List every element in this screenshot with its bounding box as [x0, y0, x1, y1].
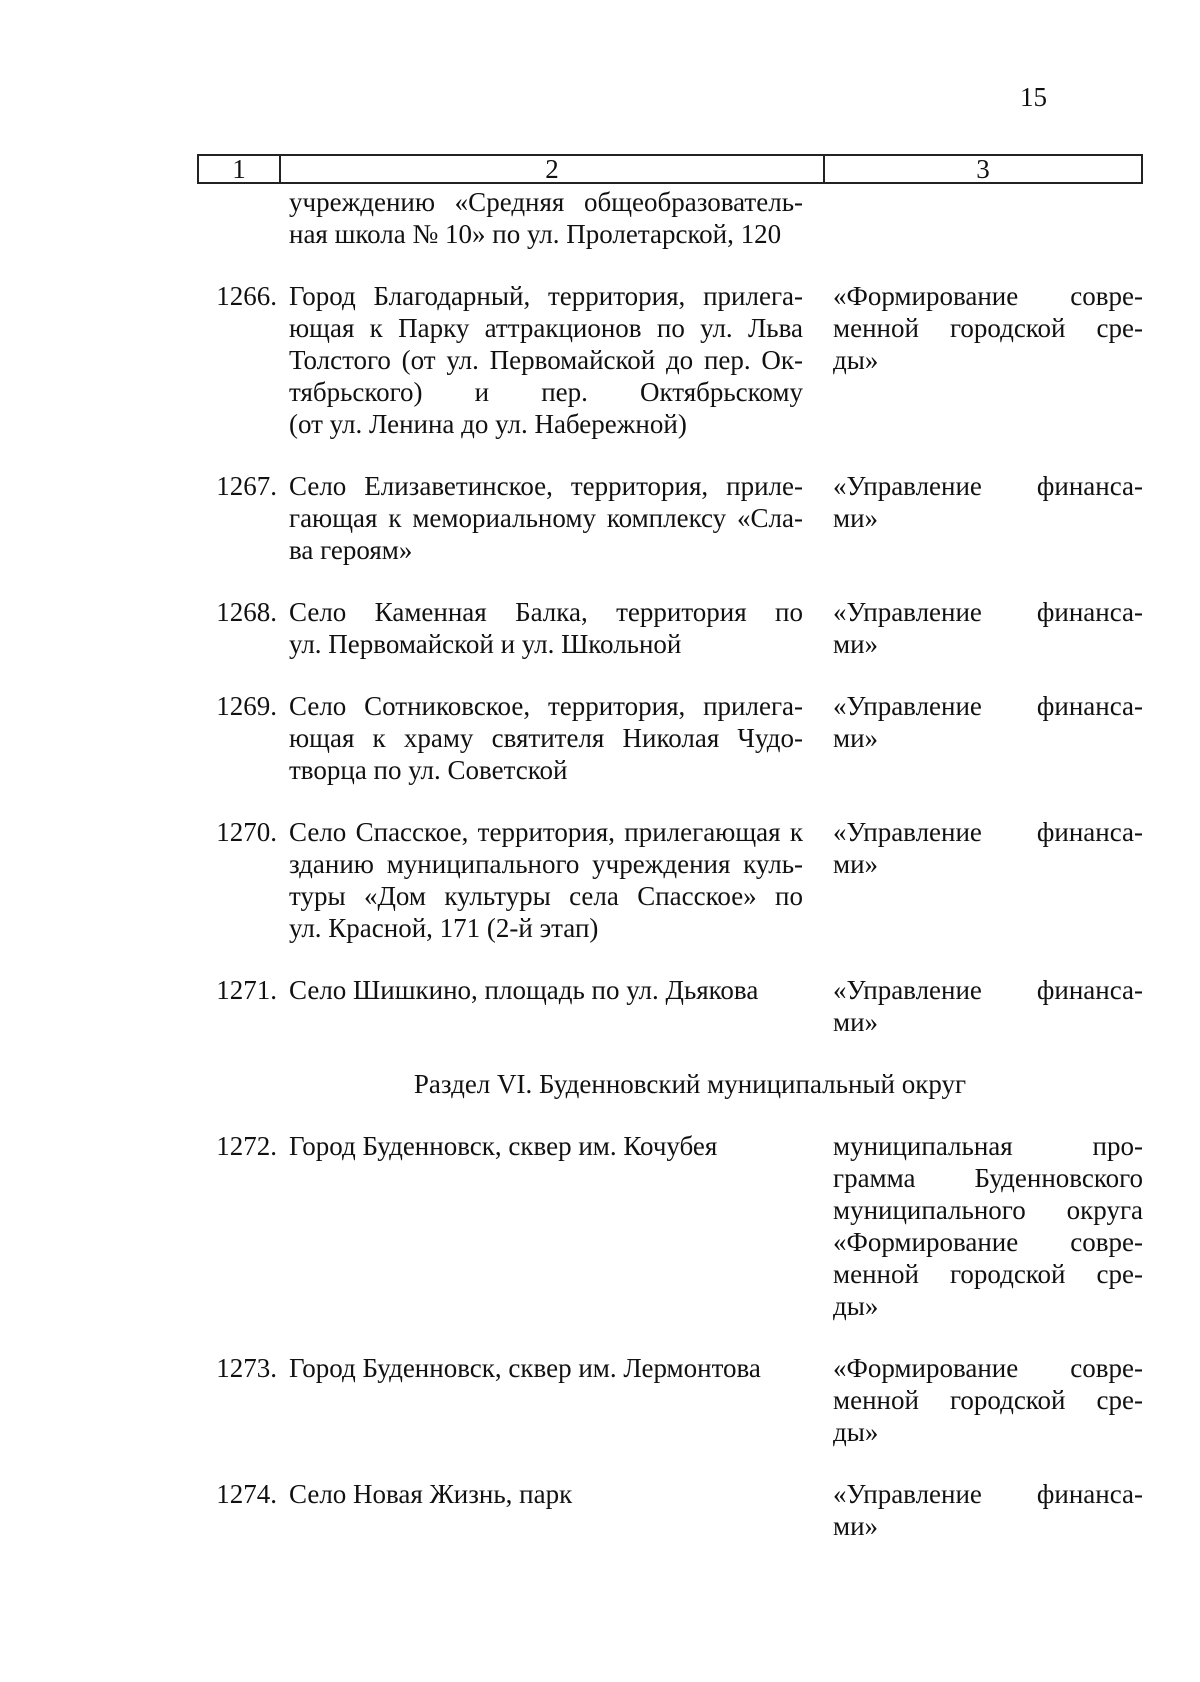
continuation-row — [197, 186, 1143, 250]
row-program: «Управление финанса- ми» — [833, 691, 1143, 753]
column-header-2: 2 — [281, 156, 825, 182]
row-number: 1270. — [216, 817, 277, 847]
row-number: 1268. — [216, 597, 277, 627]
table-row — [197, 690, 1143, 786]
section-title: Раздел VI. Буденновский муниципальный округ — [413, 1069, 967, 1099]
row-program: «Управление финанса- ми» — [833, 975, 1143, 1037]
row-program: «Управление финанса- ми» — [833, 1479, 1143, 1541]
row-program: «Формирование совре- менной городской сре- ды» — [833, 1353, 1143, 1447]
row-location: Село Сотниковское, территория, прилега- ющая к храму святителя Николая Чудо- творца по ул. Советской — [289, 691, 803, 785]
continuation-text: учреждению «Средняя общеобразователь- ная школа № 10» по ул. Пролетарской, 120 — [289, 187, 803, 249]
row-number: 1267. — [216, 471, 277, 501]
row-location: Город Буденновск, сквер им. Кочубея — [289, 1131, 718, 1161]
row-location: Село Спасское, территория, прилегающая к зданию муниципального учреждения куль- туры «Дом культуры села Спасское» по ул. Красной, 171 (2-й этап) — [289, 817, 803, 943]
row-location: Село Новая Жизнь, парк — [289, 1479, 573, 1509]
table-header — [197, 154, 1143, 184]
table-row — [197, 974, 1143, 1038]
document-body — [197, 186, 1143, 1542]
row-program: «Управление финанса- ми» — [833, 817, 1143, 879]
row-location: Село Каменная Балка, территория по ул. Первомайской и ул. Школьной — [289, 597, 803, 659]
row-location: Село Шишкино, площадь по ул. Дьякова — [289, 975, 759, 1005]
page-number: 15 — [1020, 82, 1047, 112]
column-header-3: 3 — [976, 154, 990, 184]
row-location: Село Елизаветинское, территория, приле- гающая к мемориальному комплексу «Сла- ва героям» — [289, 471, 803, 565]
row-number: 1274. — [216, 1479, 277, 1509]
row-program: «Управление финанса- ми» — [833, 597, 1143, 659]
column-header-1: 1 — [199, 156, 281, 182]
row-location: Город Буденновск, сквер им. Лермонтова — [289, 1353, 761, 1383]
row-program: «Формирование совре- менной городской сре- ды» — [833, 281, 1143, 375]
row-number: 1272. — [216, 1131, 277, 1161]
row-location: Город Благодарный, территория, прилега- ющая к Парку аттракционов по ул. Льва Толстого (от ул. Первомайской до пер. Ок- тябрьского) и пер. Октябрьскому (от ул. Ленина до ул. Набережной) — [289, 281, 803, 439]
table-row — [197, 1478, 1143, 1542]
table-row — [197, 1130, 1143, 1322]
table-row — [197, 280, 1143, 440]
row-number: 1271. — [216, 975, 277, 1005]
table-row — [197, 470, 1143, 566]
row-number: 1273. — [216, 1353, 277, 1383]
row-program: муниципальная про- грамма Буденновского муниципального округа «Формирование совре- менной городской сре- ды» — [833, 1131, 1143, 1321]
row-number: 1266. — [216, 281, 277, 311]
table-row — [197, 596, 1143, 660]
row-number: 1269. — [216, 691, 277, 721]
row-program: «Управление финанса- ми» — [833, 471, 1143, 533]
table-row — [197, 816, 1143, 944]
table-row — [197, 1352, 1143, 1448]
